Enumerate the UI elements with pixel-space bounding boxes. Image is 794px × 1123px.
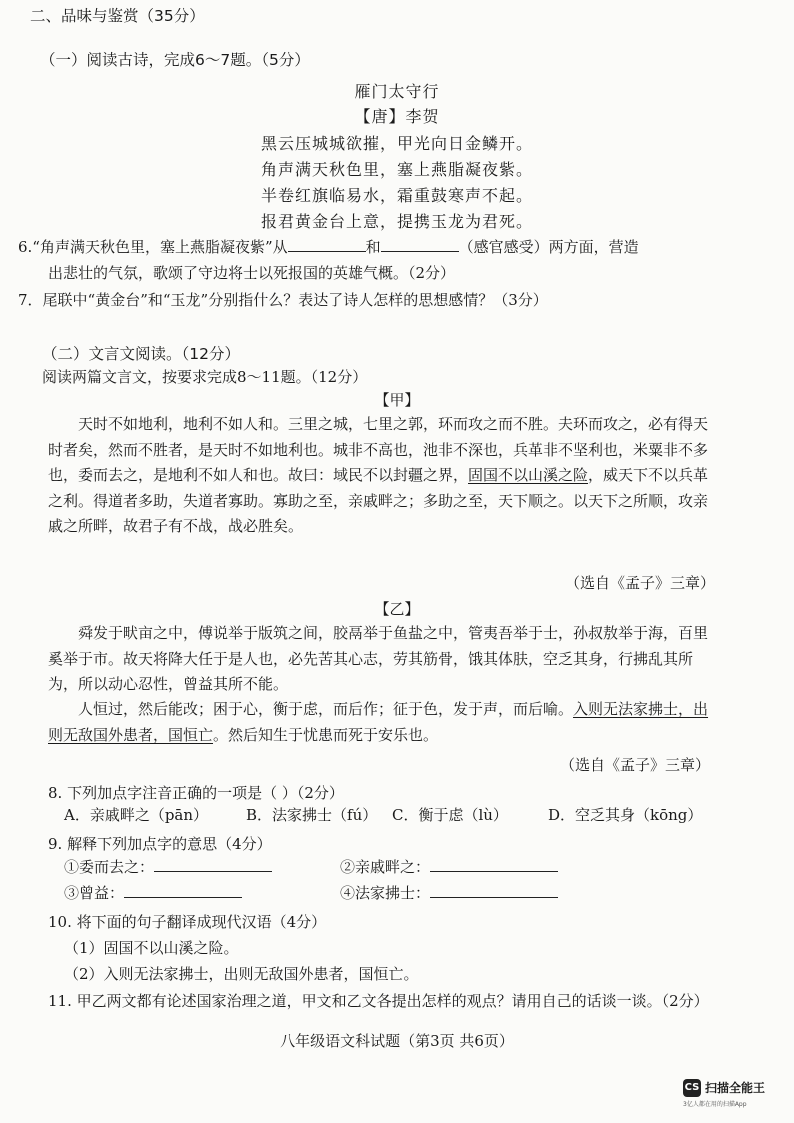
question-7: 7．尾联中“黄金台”和“玉龙”分别指什么？表达了诗人怎样的思想感情？（3分） — [18, 291, 548, 309]
q8-option-c[interactable]: C．衡于虑（lù） — [392, 806, 508, 824]
q9-item: ④法家拂士： — [340, 882, 558, 903]
q10-item: （2）入则无法家拂士，出则无敌国外患者，国恒亡。 — [64, 965, 419, 983]
question-6-cont: 出悲壮的气氛，歌颂了守边将士以死报国的英雄气概。（2分） — [48, 264, 456, 282]
q8-option-b[interactable]: B．法家拂士（fú） — [246, 806, 378, 824]
poem-author: 【唐】李贺 — [354, 107, 440, 126]
answer-blank[interactable] — [124, 883, 242, 898]
q9-item: ③曾益： — [64, 882, 242, 903]
q8-option-d[interactable]: D．空乏其身（kōng） — [548, 806, 703, 824]
text-yi-label: 【乙】 — [374, 600, 420, 618]
answer-blank[interactable] — [430, 883, 558, 898]
part2-intro: 阅读两篇文言文，按要求完成8～11题。（12分） — [42, 368, 368, 386]
q8-option-a[interactable]: A．亲戚畔之（pān） — [64, 806, 209, 824]
poem-line: 角声满天秋色里，塞上燕脂凝夜紫。 — [260, 160, 533, 179]
text-yi-p2: 人恒过，然后能改；困于心，衡于虑，而后作；征于色，发于声，而后喻。入则无法家拂士，出则无敌国外患者，国恒亡。然后知生于忧患而死于安乐也。 — [48, 700, 709, 744]
answer-blank[interactable] — [288, 237, 366, 252]
section-title: 二、品味与鉴赏（35分） — [30, 7, 205, 25]
part2-title: （二）文言文阅读。（12分） — [42, 345, 240, 363]
question-11: 11. 甲乙两文都有论述国家治理之道，甲文和乙文各提出怎样的观点？请用自己的话谈一谈。（2分） — [48, 992, 709, 1010]
scanner-watermark: CS 扫描全能王 3亿人都在用的扫描App — [683, 1075, 765, 1108]
answer-blank[interactable] — [154, 857, 272, 872]
question-6: 6.“角声满天秋色里，塞上燕脂凝夜紫”从 和 （感官感受）两方面，营造 — [18, 238, 639, 256]
text-yi-p1: 舜发于畎亩之中，傅说举于版筑之间，胶鬲举于鱼盐之中，管夷吾举于士，孙叔敖举于海，百里奚举于市。故天将降大任于是人也，必先苦其心志，劳其筋骨，饿其体肤，空乏其身，行拂乱其所为，所以动心忍性，曾益其所不能。 — [48, 624, 709, 693]
source-yi: （选自《孟子》三章） — [560, 756, 711, 774]
poem-line: 报君黄金台上意，提携玉龙为君死。 — [260, 212, 533, 231]
question-9: 9. 解释下列加点字的意思（4分） — [48, 835, 272, 853]
q10-item: （1）固国不以山溪之险。 — [64, 939, 239, 957]
page-footer: 八年级语文科试题（第3页 共6页） — [280, 1032, 514, 1050]
text-jia-label: 【甲】 — [374, 391, 420, 409]
text-jia: 天时不如地利，地利不如人和。三里之城，七里之郭，环而攻之而不胜。夫环而攻之，必有得天时者矣，然而不胜者，是天时不如地利也。城非不高也，池非不深也，兵革非不坚利也，米粟非不多也，委而去之，是地利不如人和也。故曰：域民不以封疆之界，固国不以山溪之险，威天下不以兵革之利。得道者多助，失道者寡助。寡助之至，亲戚畔之；多助之至，天下顺之。以天下之所顺，攻亲戚之所畔，故君子有不战，战必胜矣。 — [48, 415, 709, 535]
source-jia: （选自《孟子》三章） — [565, 574, 716, 592]
poem-title: 雁门太守行 — [354, 82, 440, 101]
poem-line: 黑云压城城欲摧，甲光向日金鳞开。 — [260, 134, 533, 153]
q9-item: ①委而去之： — [64, 856, 272, 877]
answer-blank[interactable] — [430, 857, 558, 872]
answer-blank[interactable] — [381, 237, 459, 252]
q9-item: ②亲戚畔之： — [340, 856, 558, 877]
question-8: 8. 下列加点字注音正确的一项是（ ）（2分） — [48, 784, 344, 802]
cs-logo-icon: CS — [683, 1079, 701, 1097]
part1-title: （一）阅读古诗，完成6～7题。（5分） — [40, 51, 310, 69]
poem-line: 半卷红旗临易水，霜重鼓寒声不起。 — [260, 186, 533, 205]
question-10: 10. 将下面的句子翻译成现代汉语（4分） — [48, 913, 327, 931]
